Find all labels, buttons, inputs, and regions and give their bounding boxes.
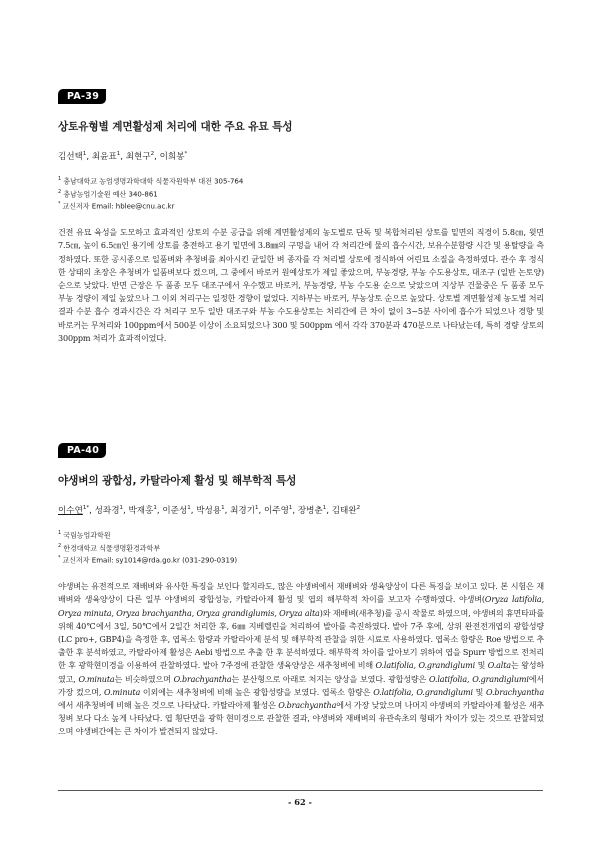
author-separator: , — [154, 152, 160, 162]
affiliation-row — [58, 528, 544, 541]
author-name: 이주영 — [264, 506, 289, 516]
author-separator: , — [123, 506, 129, 516]
author-affiliation-mark: 1 — [255, 505, 259, 512]
author — [196, 506, 230, 516]
author-separator: , — [292, 506, 298, 516]
affiliation-mark: 1 — [58, 530, 62, 536]
author — [332, 506, 360, 516]
abstract-text: )와 재배벼(새추청)를 공시 작물로 하였으며, 야생벼의 휴면타파를 위해 40℃에서 3일, 50℃에서 2일간 처리한 후, 6㎜ 지베렐린을 처리하여 발아를 촉진하였다. 발아 7주 후에, 상위 완전전개엽의 광합성량 (LC pro+, GBP4)을 측정한 후, 엽록소 함량과 카탈라아제 분석 및 해부학적 관찰을 위한 시료로 사용하였다. 엽록소 함량은 Roe 방법으로 추출한 후 분석하였고, 카탈라아제 활성은 Aebi 방법으로 추출 한 후 분석하였다. 해부학적 차이를 알아보기 위하여 엽을 Spurr 방법으로 전처리한 후 광학현미경을 이용하여 관찰하였다. 발아 7주경에 관찰한 생육양상은 새추청벼에 비해 — [58, 608, 545, 671]
abstract-text: 이외에는 새추청벼에 비해 높은 광합성량을 보였다. 엽록소 함량은 — [140, 687, 374, 697]
author-name: 박재홍 — [128, 506, 154, 516]
abstract-paragraph — [58, 226, 544, 345]
author — [58, 152, 92, 162]
author-affiliation-mark: 1 — [288, 505, 293, 512]
author — [230, 506, 264, 516]
author — [264, 506, 298, 516]
author-separator: , — [120, 152, 126, 162]
author — [129, 506, 163, 516]
author-separator: , — [156, 506, 163, 516]
author — [162, 506, 196, 516]
author-name: 이준성 — [162, 506, 188, 516]
affiliation-text: 충남농업기술원 예산 340-861 — [63, 190, 158, 199]
author-name: 김태완 — [331, 506, 357, 516]
affiliation-list — [58, 528, 544, 566]
affiliation-mark: 1 — [58, 176, 62, 182]
author-name: 성좌경 — [94, 506, 120, 516]
abstract-body — [58, 580, 544, 738]
abstract-paragraph — [58, 580, 544, 738]
affiliation-text: 한경대학교 식물생명환경과학부 — [63, 544, 161, 553]
author — [126, 152, 160, 162]
abstract-title: 상토유형별 계면활성제 처리에 대한 주요 유묘 특성 — [58, 121, 293, 133]
author-affiliation-mark: * — [184, 151, 188, 158]
author-list — [58, 150, 544, 162]
abstract-text: 에서 가장 낮았으며 나머지 야생벼의 카탈라아제 활성은 새추청벼 보다 다소 높게 나타났다. 엽 횡단면을 광학 현미경으로 관찰한 결과, 야생벼와 재배벼의 유관속초의 형태가 차이가 있는 것으로 관찰되었으며 야생벼간에는 큰 차이가 발견되지 않았다. — [58, 701, 544, 737]
affiliation-text: 교신저자 Email: sy1014@rda.go.kr (031-290-0319) — [62, 556, 238, 565]
author-affiliation-mark: 1 — [187, 505, 191, 512]
affiliation-text: 교신저자 Email: hblee@cnu.ac.kr — [62, 202, 175, 211]
author — [92, 152, 126, 162]
author-separator: , — [86, 152, 92, 162]
species-name: O.latifolia, O.grandiglumi — [375, 661, 476, 671]
author-name: 장병춘 — [297, 506, 323, 516]
author-name: 최윤표 — [91, 152, 117, 162]
author-name: 이수연 — [58, 506, 83, 516]
abstract-body — [58, 226, 544, 345]
affiliation-mark: * — [58, 201, 61, 208]
abstract-text: 건전 유묘 육성을 도모하고 효과적인 상토의 수분 공급을 위해 계면활성제의 농도별로 단독 및 복합처리된 상토를 밑면의 직경이 5.8㎝, 윗면 7.5㎝, 높이 6.5㎝인 용기에 상토를 충전하고 용기 밑면에 3.8㎜의 구멍을 내어 각 처리간에 물의 흡수시간, 보유수분함량 시간 및 용탈량을 측정하였다. 또한 공시종으로 일품벼와 추청벼를 최아시킨 균일한 벼 종자를 각 처리별 상토에 정식하여 어린묘 소질을 측정하였다. 관수 후 정식한 상태의 초장은 추청벼가 일품벼보다 컸으며, 그 중에서 바로커 원예상토가 제일 좋았으며, 부농경량, 부농 수도용상토, 대조구 (일반 논토양)순으로 낮았다. 반면 근장은 두 품종 모두 대조구에서 우수했고 바로커, 부농경량, 부농 수도용 순으로 낮았으며 지상부 건물중은 두 품종 모두 부농 경량이 제일 높았으나 그 이외 처리구는 일정한 경향이 없었다. 지하부는 바로커, 부농상토 순으로 높았다. 상토별 계면활성제 농도별 처리 결과 수분 흡수 경과시간은 각 처리구 모두 일반 대조구와 부농 수도용상토는 처리간에 큰 차이 없이 3~5분 사이에 흡수가 되었으나 경향 및 바로커는 무처리와 100ppm에서 500분 이상이 소요되었으나 300 및 500ppm 에서 각각 370분과 470분으로 나타났는데, 특히 경량 상토의 300ppm 처리가 효과적이었다. — [58, 228, 544, 343]
affiliation-row — [58, 174, 544, 187]
affiliation-text: 국립농업과학원 — [63, 531, 111, 540]
affiliation-text: 충남대학교 농업생명과학대학 식물자원학부 대전 305-764 — [63, 177, 244, 186]
species-name: O.minuta — [78, 674, 115, 684]
species-name: O.latifolia, O.grandiglumi — [373, 687, 473, 697]
author-name: 김선택 — [58, 152, 83, 162]
species-name: O.brachyantha — [278, 701, 337, 711]
affiliation-mark: * — [58, 555, 61, 562]
abstract-text: 에서 가장 컸으며, — [58, 674, 544, 697]
abstract-id-tag: PA-40 — [58, 443, 106, 458]
author-affiliation-mark: 1 — [221, 505, 225, 512]
affiliation-row — [58, 553, 544, 566]
affiliation-row — [58, 187, 544, 200]
affiliation-list — [58, 174, 544, 212]
species-name: Oryza latifolia, Oryza minuta, Oryza brachyantha, Oryza grandiglumis, Oryza alta — [58, 595, 544, 618]
page-number: - 62 - — [288, 797, 312, 807]
author-separator: , — [224, 506, 231, 516]
affiliation-mark: 2 — [58, 188, 62, 195]
affiliation-mark: 2 — [58, 542, 62, 549]
abstract-text: 야생벼는 유전적으로 재배벼와 유사한 특징을 보인다 할지라도, 많은 야생벼에서 재배벼와 생육양상이 다른 특징을 보이고 있다. 본 시험은 재배벼와 생육양상이 다른 일부 야생벼의 광합성능, 카탈라아제 활성 및 엽의 해부학적 차이를 보고자 수행하였다. 야생벼( — [58, 582, 544, 605]
abstract-text: 는 분산형으로 아래로 처지는 양상을 보였다. 광합성량은 — [231, 674, 429, 684]
author-affiliation-mark: 1 — [116, 151, 121, 158]
author — [58, 506, 95, 516]
species-name: O.brachyantha — [486, 687, 544, 697]
abstract-pa40 — [58, 438, 544, 739]
abstract-pa39 — [58, 84, 544, 345]
footer-divider — [58, 790, 543, 791]
author-affiliation-mark: 1 — [322, 505, 327, 512]
species-name: O.brachyantha — [173, 674, 232, 684]
author-affiliation-mark: 2 — [356, 505, 361, 512]
author-separator: , — [89, 506, 95, 516]
author-affiliation-mark: 1 — [119, 505, 124, 512]
abstract-text: 에서 새추청벼에 비해 높은 것으로 나타났다. 카탈라아제 활성은 — [58, 701, 279, 711]
author-name: 이희봉 — [159, 152, 185, 162]
author — [298, 506, 332, 516]
abstract-text: 및 — [472, 687, 487, 697]
author-affiliation-mark: 1* — [82, 505, 90, 512]
author-name: 최현구 — [125, 152, 151, 162]
species-name: O.alta — [487, 661, 511, 671]
abstract-text: 는 왕성하였고, — [58, 661, 544, 684]
author-name: 최경기 — [230, 506, 256, 516]
affiliation-row — [58, 541, 544, 554]
author-list — [58, 504, 544, 516]
species-name: O.latifolia, O.grandiglumi — [429, 674, 529, 684]
abstract-id-tag: PA-39 — [58, 89, 106, 104]
author-affiliation-mark: 2 — [150, 151, 155, 158]
author-name: 박성용 — [196, 506, 222, 516]
abstract-title: 야생벼의 광합성, 카탈라아제 활성 및 해부학적 특성 — [58, 475, 297, 487]
author — [160, 152, 188, 162]
abstract-text: 및 — [475, 661, 488, 671]
author-separator: , — [190, 506, 197, 516]
author — [95, 506, 129, 516]
author-affiliation-mark: 1 — [153, 505, 157, 512]
species-name: O.minuta — [104, 687, 141, 697]
author-affiliation-mark: 1 — [82, 151, 87, 158]
author-separator: , — [326, 506, 332, 516]
affiliation-row — [58, 199, 544, 212]
abstract-text: 는 비슷하였으며 — [114, 674, 174, 684]
author-separator: , — [258, 506, 264, 516]
